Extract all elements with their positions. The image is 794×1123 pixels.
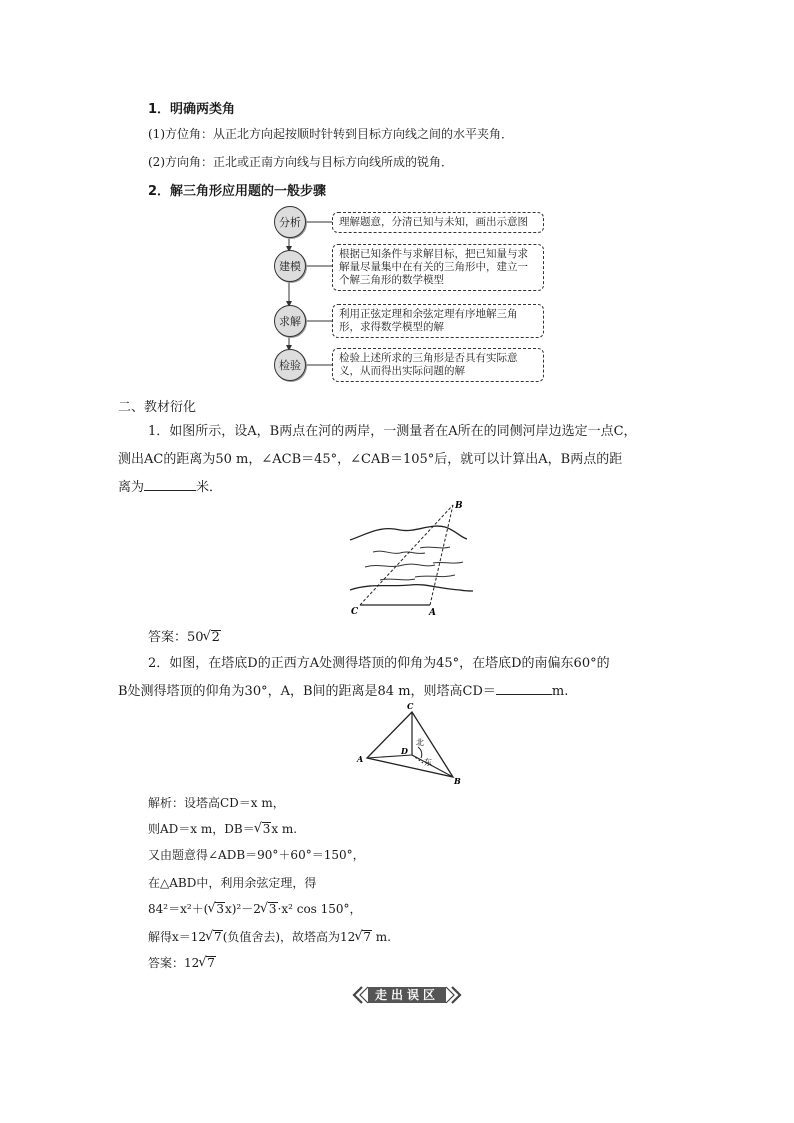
label-b: B <box>455 501 463 511</box>
q1-answer-coef: 50 <box>187 630 204 645</box>
label-a: A <box>429 608 436 618</box>
river-wave-2 <box>420 547 450 548</box>
azimuth-definition: (1)方位角：从正北方向起按顺时针转到目标方向线之间的水平夹角． <box>148 127 514 141</box>
q2-solution-2: 则AD＝x m，DB＝√ 3x m. <box>148 820 297 837</box>
river-wave-6 <box>415 575 455 577</box>
label-d: D <box>401 746 408 756</box>
q1-line-3-post: 米． <box>196 480 223 495</box>
q2-answer-radical: √ 7 <box>199 956 216 970</box>
label-c: C <box>351 607 359 617</box>
q2-line-2 <box>118 680 568 699</box>
q2-line-1: 2．如图，在塔底D的正西方A处测得塔顶的仰角为45°，在塔底D的南偏东60°的 <box>148 656 610 671</box>
river-wave-4 <box>433 562 463 563</box>
q2-answer-coef: 12 <box>184 956 200 970</box>
river-far-bank <box>350 526 467 540</box>
angle-arc <box>418 747 422 758</box>
q1-line-3-pre: 离为 <box>118 480 145 495</box>
step-node-analyze: 分析 <box>274 206 306 238</box>
outer-triangle <box>367 712 453 777</box>
q2-answer-blank <box>496 682 552 695</box>
q1-answer-radical: √ 2 <box>204 630 221 645</box>
q2-line-2-pre: B处测得塔顶的仰角为30°，A，B间的距离是84 m，则塔高CD＝ <box>118 684 496 699</box>
river-near-bank <box>350 585 473 591</box>
q2-solution-4: 在△ABD中，利用余弦定理，得 <box>148 876 317 890</box>
step-node-model: 建模 <box>274 250 306 282</box>
step-desc-model: 根据已知条件与求解目标，把已知量与求解量尽量集中在有关的三角形中，建立一个解三角形的数学模型 <box>332 244 544 291</box>
section-1-title: 1．明确两类角 <box>148 102 236 117</box>
label-b: B <box>454 776 461 785</box>
q1-answer-blank <box>144 478 196 491</box>
step-node-verify: 检验 <box>274 349 306 381</box>
label-a: A <box>357 754 364 764</box>
q2-solution-1: 解析：设塔高CD＝x m， <box>148 796 285 810</box>
segment-ab <box>430 505 453 605</box>
label-c: C <box>407 701 414 711</box>
q1-line-1: 1．如图所示，设A，B两点在河的两岸，一测量者在A所在的同侧河岸边选定一点C， <box>148 424 637 439</box>
q1-line-3 <box>118 476 222 495</box>
q2-answer-label: 答案： <box>148 956 185 970</box>
q2-answer <box>148 954 216 971</box>
river-figure <box>345 495 475 620</box>
segment-db <box>412 755 453 777</box>
river-wave-3 <box>365 564 435 567</box>
river-wave-5 <box>380 579 415 580</box>
label-east: 东 <box>424 758 432 767</box>
q1-answer-label: 答案： <box>148 630 188 645</box>
q2-solution-6: 解得x＝12√ 7(负值舍去)，故塔高为12√ 7 m. <box>148 928 391 945</box>
segment-cb <box>360 505 453 605</box>
tower-figure <box>355 700 470 785</box>
textbook-heading: 二、教材衍化 <box>118 400 197 415</box>
step-desc-analyze: 理解题意，分清已知与未知，画出示意图 <box>332 212 544 233</box>
q1-line-2: 测出AC的距离为50 m，∠ACB＝45°，∠CAB＝105°后，就可以计算出A，B两点的距 <box>118 452 623 467</box>
q1-answer <box>148 626 221 645</box>
direction-angle-definition: (2)方向角：正北或正南方向线与目标方向线所成的锐角． <box>148 155 454 169</box>
label-north: 北 <box>416 738 424 747</box>
banner-text: 走出误区 <box>368 987 446 1003</box>
river-wave-1 <box>373 551 425 553</box>
step-desc-verify: 检验上述所求的三角形是否具有实际意义，从而得出实际问题的解 <box>332 348 544 382</box>
section-2-title: 2．解三角形应用题的一般步骤 <box>148 184 327 199</box>
q2-line-2-post: m. <box>551 684 569 699</box>
step-desc-solve: 利用正弦定理和余弦定理有序地解三角形，求得数学模型的解 <box>332 304 544 338</box>
step-node-solve: 求解 <box>274 305 306 337</box>
q2-solution-5: 84²＝x²＋(√ 3x)²－2√ 3·x² cos 150°， <box>148 900 362 917</box>
q2-solution-3: 又由题意得∠ADB＝90°＋60°＝150°， <box>148 848 365 862</box>
section-banner <box>350 985 464 1005</box>
